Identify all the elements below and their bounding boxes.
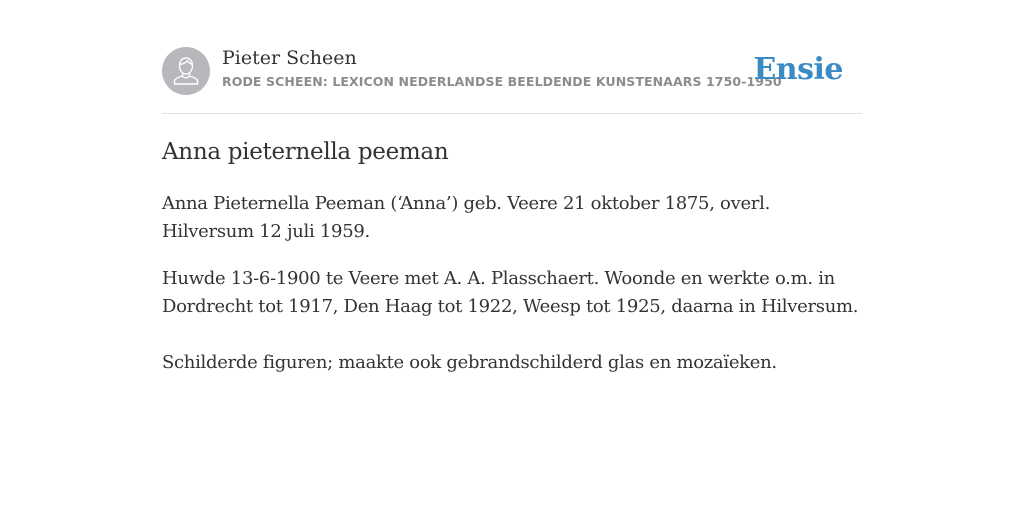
source-title[interactable]: RODE SCHEEN: LEXICON NEDERLANDSE BEELDENDE KUNSTENAARS 1750-1950	[222, 74, 782, 89]
article-paragraph: Anna Pieternella Peeman (‘Anna’) geb. Veere 21 oktober 1875, overl. Hilversum 12 juli 1959.	[162, 193, 770, 242]
article-paragraph: Huwde 13-6-1900 te Veere met A. A. Plasschaert. Woonde en werkte o.m. in Dordrecht tot 1917, Den Haag tot 1922, Weesp tot 1925, daarna in Hilversum.	[162, 268, 859, 317]
ensie-logo[interactable]: Ensie	[753, 52, 843, 87]
author-avatar[interactable]	[162, 47, 210, 95]
header-divider	[162, 113, 862, 114]
author-name[interactable]: Pieter Scheen	[222, 47, 357, 69]
article-title: Anna pieternella peeman	[162, 139, 449, 165]
article-body	[162, 136, 862, 377]
article-header	[162, 46, 862, 96]
article-paragraph: Schilderde figuren; maakte ook gebrandschilderd glas en mozaïeken.	[162, 352, 777, 373]
user-silhouette-icon	[162, 47, 210, 95]
